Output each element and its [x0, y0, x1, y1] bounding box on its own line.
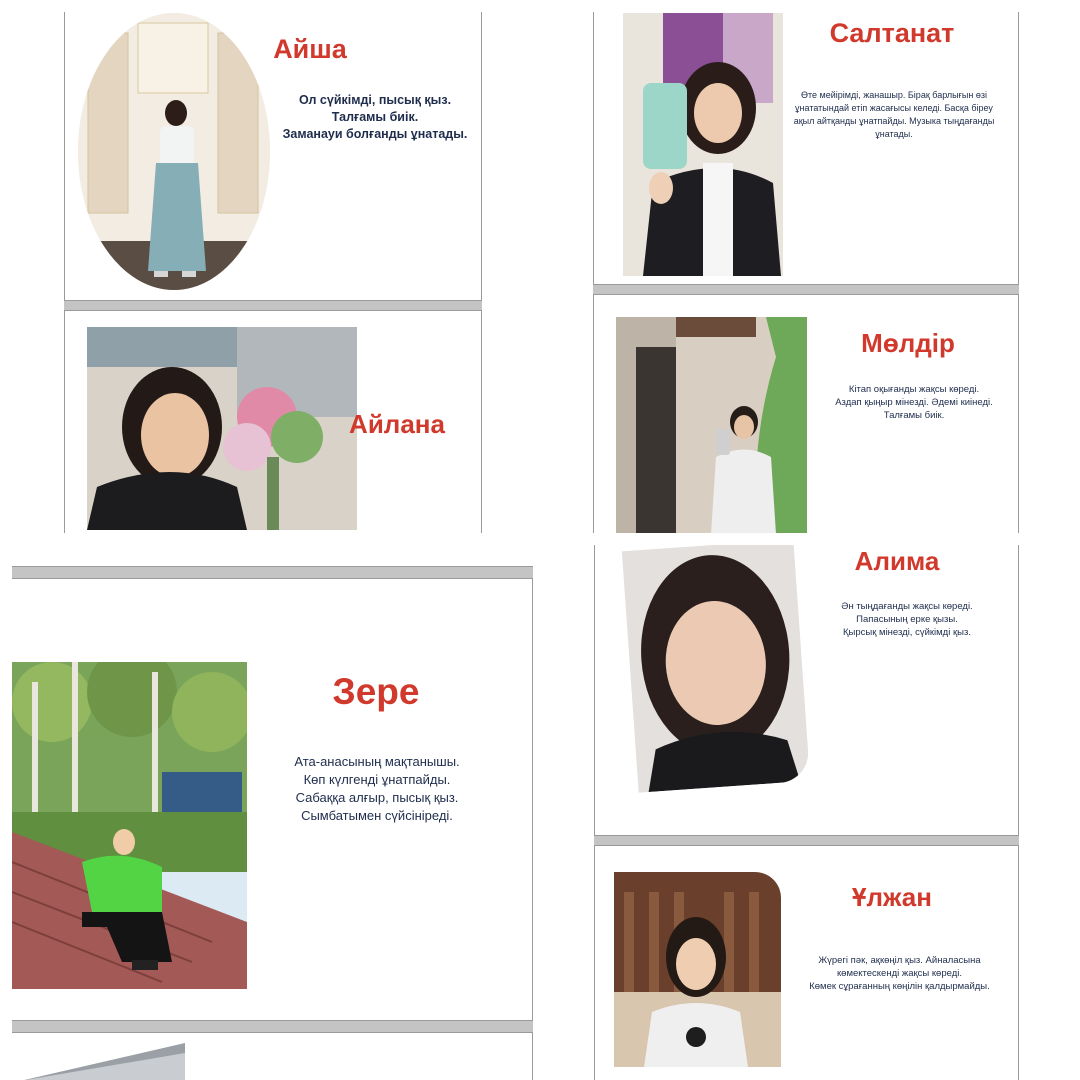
slide-zere [12, 578, 533, 1021]
slide-next [12, 1032, 533, 1080]
slide-aylana [64, 310, 482, 533]
aisha-photo [78, 13, 270, 290]
ulzhan-name: Ұлжан [852, 882, 932, 912]
saltanat-name: Салтанат [829, 18, 955, 48]
alima-photo [622, 545, 810, 793]
next-photo [20, 1043, 185, 1080]
slide-ulzhan [594, 845, 1019, 1080]
ulzhan-description: Жүрегі пәк, ақкөңіл қыз. Айналасына көмектескенді жақсы көреді. Көмек сұрағанның көңілін қалдырмайды. [809, 955, 990, 992]
moldir-description: Кітап оқығанды жақсы көреді. Аздап қыңыр мінезді. Әдемі киінеді. Талғамы биік. [835, 384, 993, 421]
zere-name: Зере [332, 671, 420, 712]
slide-moldir [593, 294, 1019, 533]
ulzhan-photo [614, 872, 781, 1067]
aylana-name: Айлана [349, 409, 445, 439]
zere-description: Ата-анасының мақтанышы. Көп күлгенді ұнатпайды. Сабаққа алғыр, пысық қыз. Сымбатымен сүйсініреді. [294, 754, 460, 823]
aylana-photo [87, 327, 357, 530]
alima-name: Алима [854, 546, 940, 576]
moldir-name: Мөлдір [861, 328, 955, 358]
slide-aisha [64, 12, 482, 301]
slide-alima [594, 545, 1019, 836]
aisha-description: Ол сүйкімді, пысық қыз. Талғамы биік. Заманауи болғанды ұнатады. [282, 93, 468, 141]
zere-photo [12, 662, 247, 989]
moldir-photo [616, 317, 807, 533]
alima-description: Ән тыңдағанды жақсы көреді. Папасының ерке қызы. Қырсық мінезді, сүйкімді қыз. [841, 601, 973, 638]
slide-saltanat [593, 12, 1019, 285]
aisha-name: Айша [273, 34, 347, 64]
saltanat-photo [623, 13, 783, 276]
saltanat-description: Өте мейірімді, жанашыр. Бірақ барлығын өзі ұнататындай етіп жасағысы келеді. Басқа біреу ақыл айтқанды ұнатпайды. Музыка тыңдағанды ұнатады. [793, 90, 995, 139]
